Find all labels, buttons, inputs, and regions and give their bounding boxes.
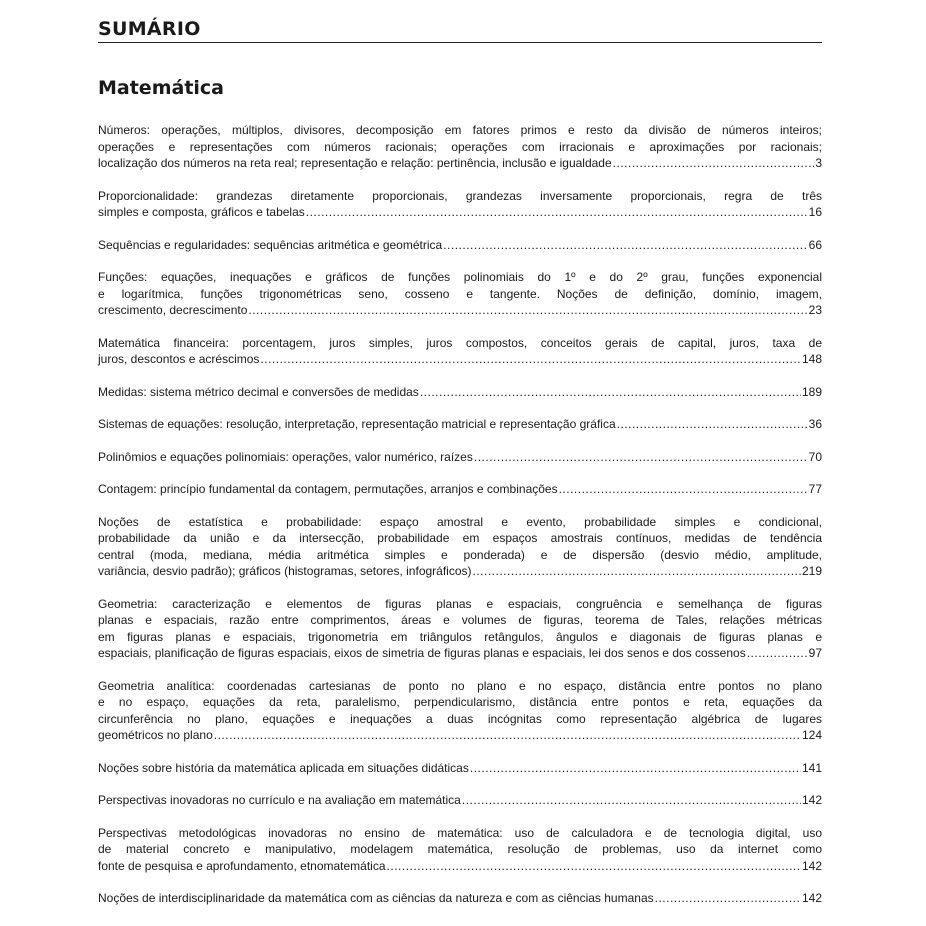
toc-page-number: 142 (801, 858, 822, 873)
toc-entry-last-line (98, 760, 822, 777)
toc-page-number: 142 (801, 891, 822, 905)
toc-entry-text-line: em figuras planas e espaciais, trigonometria em triângulos retângulos, ângulos e diagonais de figuras planas e (98, 629, 822, 644)
toc-entry-text: Medidas: sistema métrico decimal e conversões de medidas (98, 384, 419, 399)
section-title: Matemática (98, 77, 224, 99)
dot-leader (462, 792, 801, 809)
toc-page-number: 70 (808, 449, 822, 464)
toc-entry-text: Noções de interdisciplinaridade da matemática com as ciências da natureza e com as ciências humanas (98, 891, 654, 905)
page-title: SUMÁRIO (98, 18, 822, 43)
toc-entry[interactable] (98, 825, 822, 875)
toc-entry-text: Perspectivas inovadoras no currículo e na avaliação em matemática (98, 793, 461, 807)
toc-entry-last-line (98, 645, 822, 662)
toc-entry[interactable] (98, 237, 822, 254)
dot-leader (420, 384, 801, 401)
toc-page-number: 16 (808, 205, 822, 219)
toc-entry[interactable] (98, 122, 822, 172)
dot-leader (387, 858, 801, 875)
toc-entry-last-line (98, 384, 822, 401)
toc-entry-text-line: Geometria: caracterização e elementos de figuras planas e espaciais, congruência e semelhança de figuras (98, 596, 822, 611)
toc-entry-text: variância, desvio padrão); gráficos (histogramas, setores, infográficos) (98, 564, 472, 578)
toc-entry-last-line (98, 204, 822, 221)
toc-entry[interactable] (98, 596, 822, 662)
toc-entry[interactable] (98, 449, 822, 466)
toc-entry-text-line: central (moda, mediana, média aritmética simples e ponderada) e de dispersão (desvio médio, amplitude, (98, 547, 822, 562)
toc-entry[interactable] (98, 269, 822, 319)
toc-entry-list (98, 122, 822, 907)
toc-entry[interactable] (98, 188, 822, 221)
dot-leader (248, 302, 807, 319)
toc-entry-text: Contagem: princípio fundamental da contagem, permutações, arranjos e combinações (98, 482, 558, 496)
dot-leader (613, 155, 815, 172)
toc-entry-last-line (98, 858, 822, 875)
toc-page-number: 97 (808, 646, 822, 660)
dot-leader (559, 481, 808, 498)
toc-page-number: 189 (801, 384, 822, 399)
toc-entry[interactable] (98, 481, 822, 498)
toc-entry-last-line (98, 237, 822, 254)
toc-entry-text-line: Matemática financeira: porcentagem, juros simples, juros compostos, conceitos gerais de capital, juros, taxa de (98, 335, 822, 350)
toc-entry-text-line: Perspectivas metodológicas inovadoras no ensino de matemática: uso de calculadora e de tecnologia digital, uso (98, 825, 822, 840)
toc-entry[interactable] (98, 384, 822, 401)
toc-entry-text: espaciais, planificação de figuras espaciais, eixos de simetria de figuras planas e espaciais, lei dos senos e dos cossenos (98, 646, 746, 660)
toc-page-number: 77 (808, 482, 822, 496)
toc-entry-text-line: operações e representações com números racionais; operações com irracionais e aproximações por racionais; (98, 139, 822, 154)
toc-entry[interactable] (98, 792, 822, 809)
toc-entry-text: Sistemas de equações: resolução, interpretação, representação matricial e representação gráfica (98, 417, 616, 431)
toc-page-number: 141 (801, 760, 822, 775)
toc-entry-last-line (98, 481, 822, 498)
toc-entry-text: Polinômios e equações polinomiais: operações, valor numérico, raízes (98, 449, 473, 464)
toc-entry-text: crescimento, decrescimento (98, 303, 248, 317)
toc-entry-last-line (98, 449, 822, 466)
toc-entry-text-line: Noções de estatística e probabilidade: espaço amostral e evento, probabilidade simples e condicional, (98, 514, 822, 529)
toc-entry-last-line (98, 792, 822, 809)
toc-entry-text: Sequências e regularidades: sequências aritmética e geométrica (98, 237, 443, 252)
toc-entry-text-line: Geometria analítica: coordenadas cartesianas de ponto no plano e no espaço, distância entre pontos no plano (98, 678, 822, 693)
toc-entry-last-line (98, 727, 822, 744)
dot-leader (470, 760, 801, 777)
toc-entry-text: simples e composta, gráficos e tabelas (98, 205, 305, 219)
toc-entry-text: juros, descontos e acréscimos (98, 352, 260, 366)
toc-entry-text-line: Funções: equações, inequações e gráficos de funções polinomiais do 1º e do 2º grau, funções exponencial (98, 270, 822, 284)
dot-leader (214, 727, 801, 744)
toc-entry[interactable] (98, 760, 822, 777)
toc-entry-text: Noções sobre história da matemática aplicada em situações didáticas (98, 760, 469, 775)
toc-entry-text-line: e no espaço, equações da reta, paralelismo, perpendicularismo, distância entre pontos e reta, equações da (98, 695, 822, 709)
toc-page-number: 36 (808, 417, 822, 431)
toc-entry[interactable] (98, 890, 822, 907)
dot-leader (617, 416, 808, 433)
toc-entry-last-line (98, 416, 822, 433)
dot-leader (306, 204, 808, 221)
dot-leader (260, 351, 801, 368)
dot-leader (473, 563, 801, 580)
toc-page-number: 66 (808, 237, 822, 252)
toc-page-number: 142 (801, 793, 822, 807)
dot-leader (655, 890, 801, 907)
toc-page-number: 124 (801, 728, 822, 742)
toc-entry[interactable] (98, 416, 822, 433)
toc-entry-last-line (98, 563, 822, 580)
dot-leader (474, 449, 808, 466)
toc-page-number: 219 (801, 564, 822, 578)
toc-entry-last-line (98, 351, 822, 368)
toc-entry-text-line: de material concreto e manipulativo, modelagem matemática, resolução de problemas, uso da internet como (98, 842, 822, 856)
toc-entry-text-line: Proporcionalidade: grandezas diretamente proporcionais, grandezas inversamente proporcionais, regra de três (98, 188, 822, 203)
toc-entry[interactable] (98, 335, 822, 368)
table-of-contents-page (98, 18, 822, 923)
toc-entry[interactable] (98, 514, 822, 580)
toc-entry-text-line: planas e espaciais, razão entre comprimentos, áreas e volumes de figuras, teorema de Tales, relações métricas (98, 613, 822, 627)
toc-entry-last-line (98, 302, 822, 319)
toc-entry-text: localização dos números na reta real; representação e relação: pertinência, inclusão e igualdade (98, 156, 612, 170)
dot-leader (443, 237, 807, 254)
toc-page-number: 148 (801, 352, 822, 366)
toc-entry-last-line (98, 890, 822, 907)
toc-page-number: 3 (815, 156, 822, 170)
toc-entry-text-line: probabilidade da união e da intersecção, probabilidade em espaços amostrais contínuos, medidas de tendência (98, 531, 822, 545)
toc-entry-text: geométricos no plano (98, 728, 213, 742)
toc-page-number: 23 (808, 303, 822, 317)
toc-entry-text-line: Números: operações, múltiplos, divisores, decomposição em fatores primos e resto da divisão de números inteiros; (98, 123, 822, 137)
dot-leader (747, 645, 808, 662)
toc-entry-text-line: circunferência no plano, equações e inequações a duas incógnitas como representação algébrica de lugares (98, 711, 822, 726)
toc-entry-text-line: e logarítmica, funções trigonométricas seno, cosseno e tangente. Noções de definição, domínio, imagem, (98, 286, 822, 301)
toc-entry[interactable] (98, 678, 822, 744)
toc-entry-last-line (98, 155, 822, 172)
toc-entry-text: fonte de pesquisa e aprofundamento, etnomatemática (98, 858, 386, 873)
